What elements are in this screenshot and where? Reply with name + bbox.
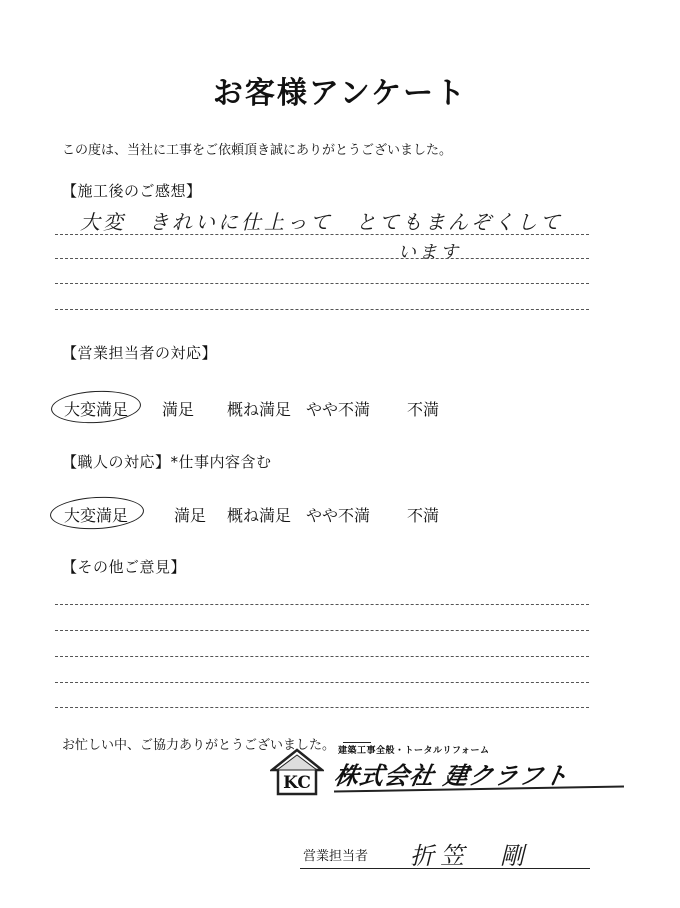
other-rule-4 [55, 682, 589, 683]
impression-handwritten-line1: 大変 きれいに仕上って とてもまんぞくして [80, 210, 563, 234]
impression-rule-1 [55, 234, 589, 235]
craftsman-option-very-satisfied: 大変満足 [64, 506, 129, 525]
rep-signature: 折笠 剛 [410, 842, 530, 870]
sales-heading: 【営業担当者の対応】 [62, 344, 218, 362]
other-rule-3 [55, 656, 589, 657]
craftsman-option-satisfied: 満足 [174, 506, 207, 525]
other-heading: 【その他ご意見】 [62, 558, 187, 576]
closing-text: お忙しい中、ご協力ありがとうございました。 [62, 738, 336, 753]
rep-label: 営業担当者 [303, 849, 369, 864]
craftsman-option-mostly-satisfied: 概ね満足 [227, 506, 292, 525]
company-name: 株式会社 建クラフト [332, 762, 572, 790]
page-title: お客様アンケート [212, 76, 468, 111]
company-tagline: 建築工事全般・トータルリフォーム [338, 746, 490, 756]
impression-heading: 【施工後のご感想】 [62, 182, 202, 200]
other-rule-2 [55, 630, 589, 631]
signature-line [300, 868, 590, 869]
company-logo-icon [270, 748, 324, 796]
sales-option-somewhat-dissatisfied: やや不満 [306, 400, 371, 419]
craftsman-option-dissatisfied: 不満 [407, 506, 440, 525]
other-rule-5 [55, 707, 589, 708]
impression-handwritten-line2: います [398, 242, 461, 263]
sales-option-dissatisfied: 不満 [407, 400, 440, 419]
company-logo-letters: KC [283, 773, 311, 793]
impression-rule-3 [55, 283, 589, 284]
impression-rule-2 [55, 258, 589, 259]
sales-option-very-satisfied: 大変満足 [64, 400, 129, 419]
other-rule-1 [55, 604, 589, 605]
impression-rule-4 [55, 309, 589, 310]
craftsman-option-somewhat-dissatisfied: やや不満 [306, 506, 371, 525]
sales-option-satisfied: 満足 [162, 400, 195, 419]
intro-text: この度は、当社に工事をご依頼頂き誠にありがとうございました。 [62, 143, 453, 158]
craftsman-heading: 【職人の対応】*仕事内容含む [62, 453, 272, 471]
sales-option-mostly-satisfied: 概ね満足 [227, 400, 292, 419]
